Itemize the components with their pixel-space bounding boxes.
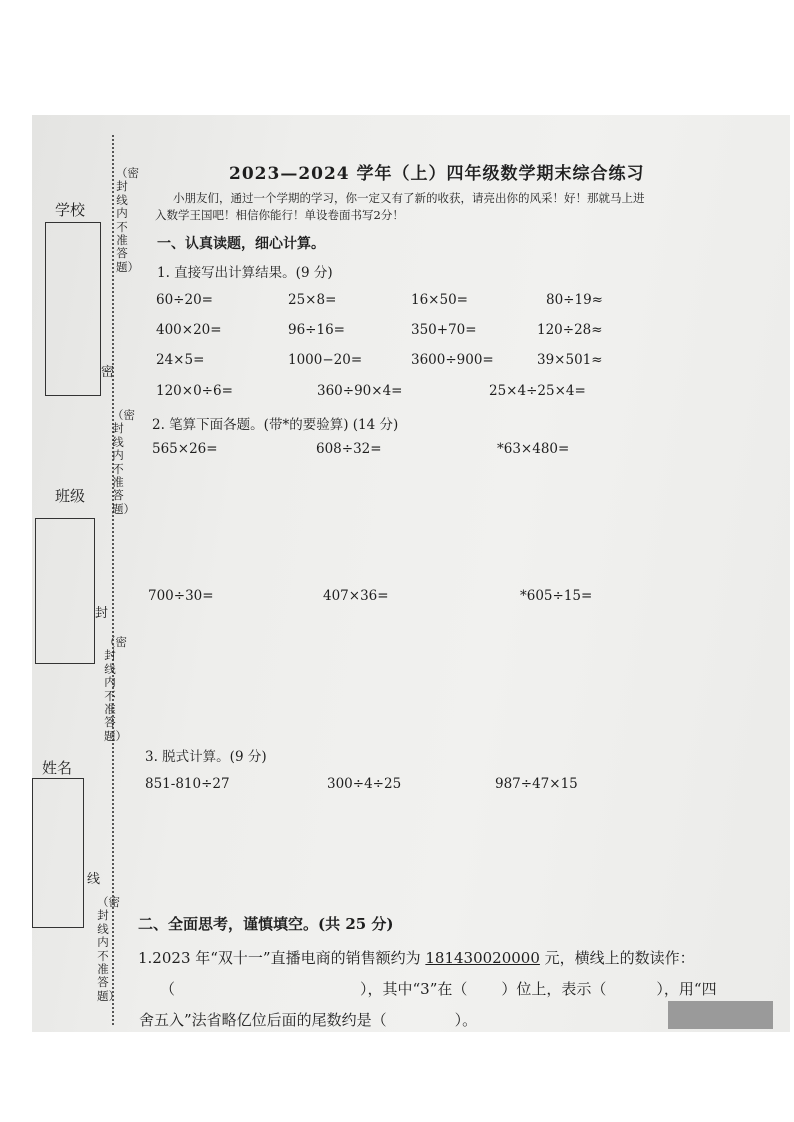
q2-title: 2. 笔算下面各题。(带*的要验算) (14 分)	[152, 417, 399, 433]
oral-calc-item: 16×50=	[411, 292, 468, 308]
oral-calc-item: 120÷28≈	[537, 322, 603, 338]
oral-calc-item: 400×20=	[156, 322, 222, 338]
name-box[interactable]	[32, 778, 84, 928]
class-box[interactable]	[35, 518, 95, 664]
seal-xian: 线	[87, 872, 101, 887]
class-label: 班级	[55, 487, 86, 505]
oral-calc-item: 120×0÷6=	[156, 383, 233, 399]
oral-calc-item: 96÷16=	[288, 322, 345, 338]
redaction-block	[668, 1001, 773, 1029]
fill-q1-line1	[138, 947, 695, 968]
paren-open: （	[160, 980, 176, 998]
section2-title: 二、全面思考，谨慎填空。(共 25 分)	[138, 915, 394, 933]
fill-q1-text-g: ）。	[454, 1011, 478, 1029]
seal-dotted-line	[112, 135, 114, 1025]
oral-calc-item: 39×501≈	[537, 352, 603, 368]
written-calc-item: *63×480=	[497, 441, 570, 457]
seal-notice-2: （密封线内不准答题）	[112, 408, 135, 516]
fill-q1-text-d: ）位上，表示（	[501, 980, 607, 998]
school-label: 学校	[55, 201, 86, 219]
fill-q1-text-e: ），用“四	[656, 980, 717, 998]
written-calc-item: 608÷32=	[316, 441, 382, 457]
fill-q1-text-c: ），其中“3”在（	[360, 980, 468, 998]
seal-notice-4: （密封线内不准答题）	[97, 895, 120, 1003]
fill-q1-line2	[160, 978, 717, 999]
q1-title: 1. 直接写出计算结果。(9 分)	[157, 265, 333, 281]
oral-calc-item: 24×5=	[156, 352, 205, 368]
written-calc-item: *605÷15=	[520, 588, 593, 604]
oral-calc-item: 60÷20=	[156, 292, 213, 308]
sales-number: 181430020000	[425, 949, 540, 967]
oral-calc-item: 3600÷900=	[411, 352, 494, 368]
fill-q1-text-b: 元，横线上的数读作：	[539, 949, 695, 967]
oral-calc-item: 25×8=	[288, 292, 337, 308]
written-calc-item: 700÷30=	[148, 588, 214, 604]
q3-title: 3. 脱式计算。(9 分)	[145, 749, 267, 765]
exam-paper	[32, 115, 790, 1032]
oral-calc-item: 360÷90×4=	[317, 383, 403, 399]
exam-title: 2023—2024 学年（上）四年级数学期末综合练习	[229, 164, 645, 184]
seal-notice-1: （密封线内不准答题）	[116, 166, 139, 274]
mixed-calc-item: 987÷47×15	[495, 776, 578, 792]
fill-q1-line3	[139, 1009, 477, 1030]
oral-calc-item: 25×4÷25×4=	[489, 383, 586, 399]
oral-calc-item: 1000−20=	[288, 352, 363, 368]
oral-calc-item: 80÷19≈	[546, 292, 603, 308]
written-calc-item: 407×36=	[323, 588, 389, 604]
seal-feng: 封	[95, 606, 109, 621]
school-box[interactable]	[45, 222, 101, 396]
intro-line-2: 入数学王国吧！相信你能行！单设卷面书写2分！	[155, 208, 404, 222]
mixed-calc-item: 300÷4÷25	[327, 776, 402, 792]
section1-title: 一、认真读题，细心计算。	[157, 236, 325, 252]
name-label: 姓名	[42, 759, 73, 777]
oral-calc-item: 350+70=	[411, 322, 477, 338]
mixed-calc-item: 851-810÷27	[145, 776, 230, 792]
seal-notice-3: （密封线内不准答题）	[104, 635, 127, 743]
seal-mi: 密	[101, 365, 115, 380]
fill-q1-text-a: 1.2023 年“双十一”直播电商的销售额约为	[138, 949, 426, 967]
intro-line-1: 小朋友们，通过一个学期的学习，你一定又有了新的收获，请亮出你的风采！好！那就马上进	[173, 191, 645, 205]
written-calc-item: 565×26=	[152, 441, 218, 457]
fill-q1-text-f: 舍五入”法省略亿位后面的尾数约是（	[139, 1011, 387, 1029]
